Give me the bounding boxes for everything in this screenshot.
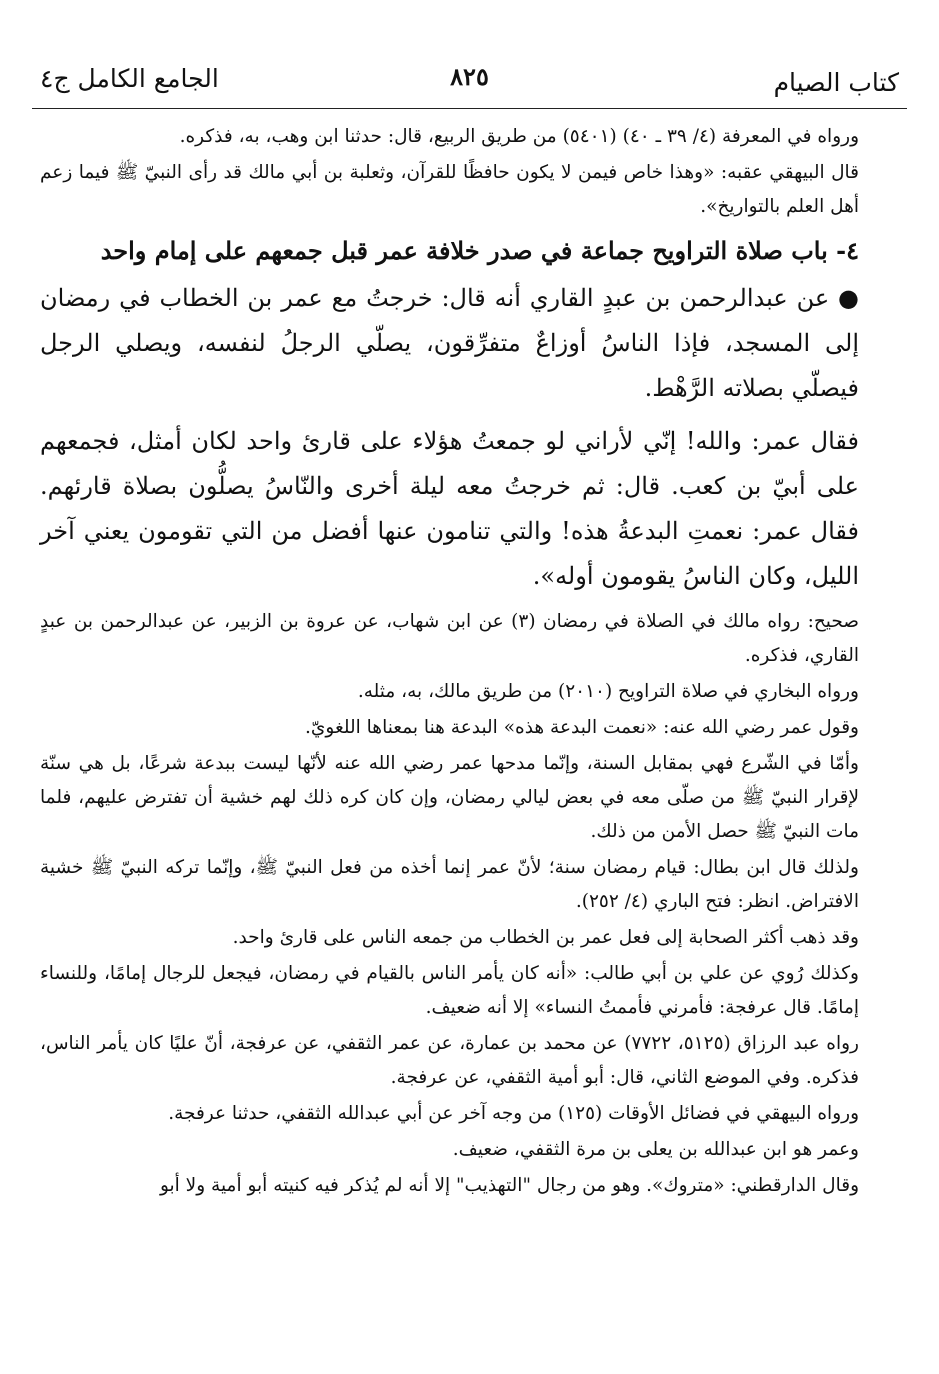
section-heading: ٤- باب صلاة التراويح جماعة في صدر خلافة عمر قبل جمعهم على إمام واحد [100, 236, 859, 265]
commentary-paragraph: ورواه البيهقي في فضائل الأوقات (١٢٥) من وجه آخر عن أبي عبدالله الثقفي، حدثنا عرفجة. [168, 1103, 859, 1124]
commentary-paragraph: رواه عبد الرزاق (٥١٢٥، ٧٧٢٢) عن محمد بن عمارة، عن عمر الثقفي، عن عرفجة، أنّ عليًا كان يأمر الناس، فذكره. وفي الموضع الثاني، قال: أبو أمية الثقفي، عن عرفجة. [40, 1033, 859, 1088]
commentary-paragraph: وقول عمر رضي الله عنه: «نعمت البدعة هذه» البدعة هنا بمعناها اللغويّ. [305, 717, 859, 738]
page-header [32, 58, 907, 109]
commentary-paragraph: وقد ذهب أكثر الصحابة إلى فعل عمر بن الخطاب من جمعه الناس على قارئ واحد. [232, 927, 859, 948]
chapter-title: كتاب الصيام [773, 68, 899, 97]
commentary-paragraph: وعمر هو ابن عبدالله بن يعلى بن مرة الثقفي، ضعيف. [452, 1139, 859, 1160]
commentary-paragraph: وقال الدارقطني: «متروك». وهو من رجال "التهذيب" إلا أنه لم يُذكر فيه كنيته أبو أمية ولا أبو [159, 1175, 859, 1196]
footnote-paragraph: قال البيهقي عقبه: «وهذا خاص فيمن لا يكون حافظًا للقرآن، وثعلبة بن أبي مالك قد رأى النبيّ ﷺ فيما زعم أهل العلم بالتواريخ». [40, 162, 859, 217]
commentary-paragraph: وأمّا في الشّرع فهي بمقابل السنة، وإنّما مدحها عمر رضي الله عنه لأنّها ليست ببدعة شرعًا، بل هي سنّة لإقرار النبيّ ﷺ من صلّى معه في بعض ليالي رمضان، وإن كان كره ذلك لهم خشية أن تفترض عليهم، فلما مات النبيّ ﷺ حصل الأمن من ذلك. [40, 753, 859, 842]
commentary-paragraph: ورواه البخاري في صلاة التراويح (٢٠١٠) من طريق مالك، به، مثله. [357, 681, 859, 702]
book-title: الجامع الكامل ج٤ [40, 64, 219, 93]
commentary-paragraph: صحيح: رواه مالك في الصلاة في رمضان (٣) عن ابن شهاب، عن عروة بن الزبير، عن عبدالرحمن بن عبدٍ القاري، فذكره. [40, 611, 859, 666]
page-body [40, 120, 899, 1203]
hadith-text: فقال عمر: والله! إنّي لأراني لو جمعتُ هؤلاء على قارئ واحد لكان أمثل، فجمعهم على أبيّ بن كعب. قال: ثم خرجتُ معه ليلة أخرى والنّاسُ يصلُّون بصلاة قارئهم. فقال عمر: نعمتِ البدعةُ هذه! والتي تنامون عنها أفضل من التي تقومون يعني آخر الليل، وكان الناسُ يقومون أوله». [40, 427, 859, 590]
page-number: ٨٢٥ [450, 62, 489, 91]
commentary-paragraph: وكذلك رُوي عن علي بن أبي طالب: «أنه كان يأمر الناس بالقيام في رمضان، فيجعل للرجال إمامًا، وللنساء إمامًا. قال عرفجة: فأمرني فأممتُ النساء» إلا أنه ضعيف. [40, 963, 859, 1018]
commentary-paragraph: ولذلك قال ابن بطال: قيام رمضان سنة؛ لأنّ عمر إنما أخذه من فعل النبيّ ﷺ، وإنّما تركه النبيّ ﷺ خشية الافتراض. انظر: فتح الباري (٤/ ٢٥٢). [40, 857, 859, 912]
hadith-text: ● عن عبدالرحمن بن عبدٍ القاري أنه قال: خرجتُ مع عمر بن الخطاب في رمضان إلى المسجد، فإذا الناسُ أوزاعٌ متفرِّقون، يصلّي الرجلُ لنفسه، ويصلي الرجل فيصلّي بصلاته الرَّهْط. [40, 284, 859, 402]
footnote-paragraph: ورواه في المعرفة (٤/ ٣٩ ـ ٤٠) (٥٤٠١) من طريق الربيع، قال: حدثنا ابن وهب، به، فذكره. [179, 126, 859, 147]
